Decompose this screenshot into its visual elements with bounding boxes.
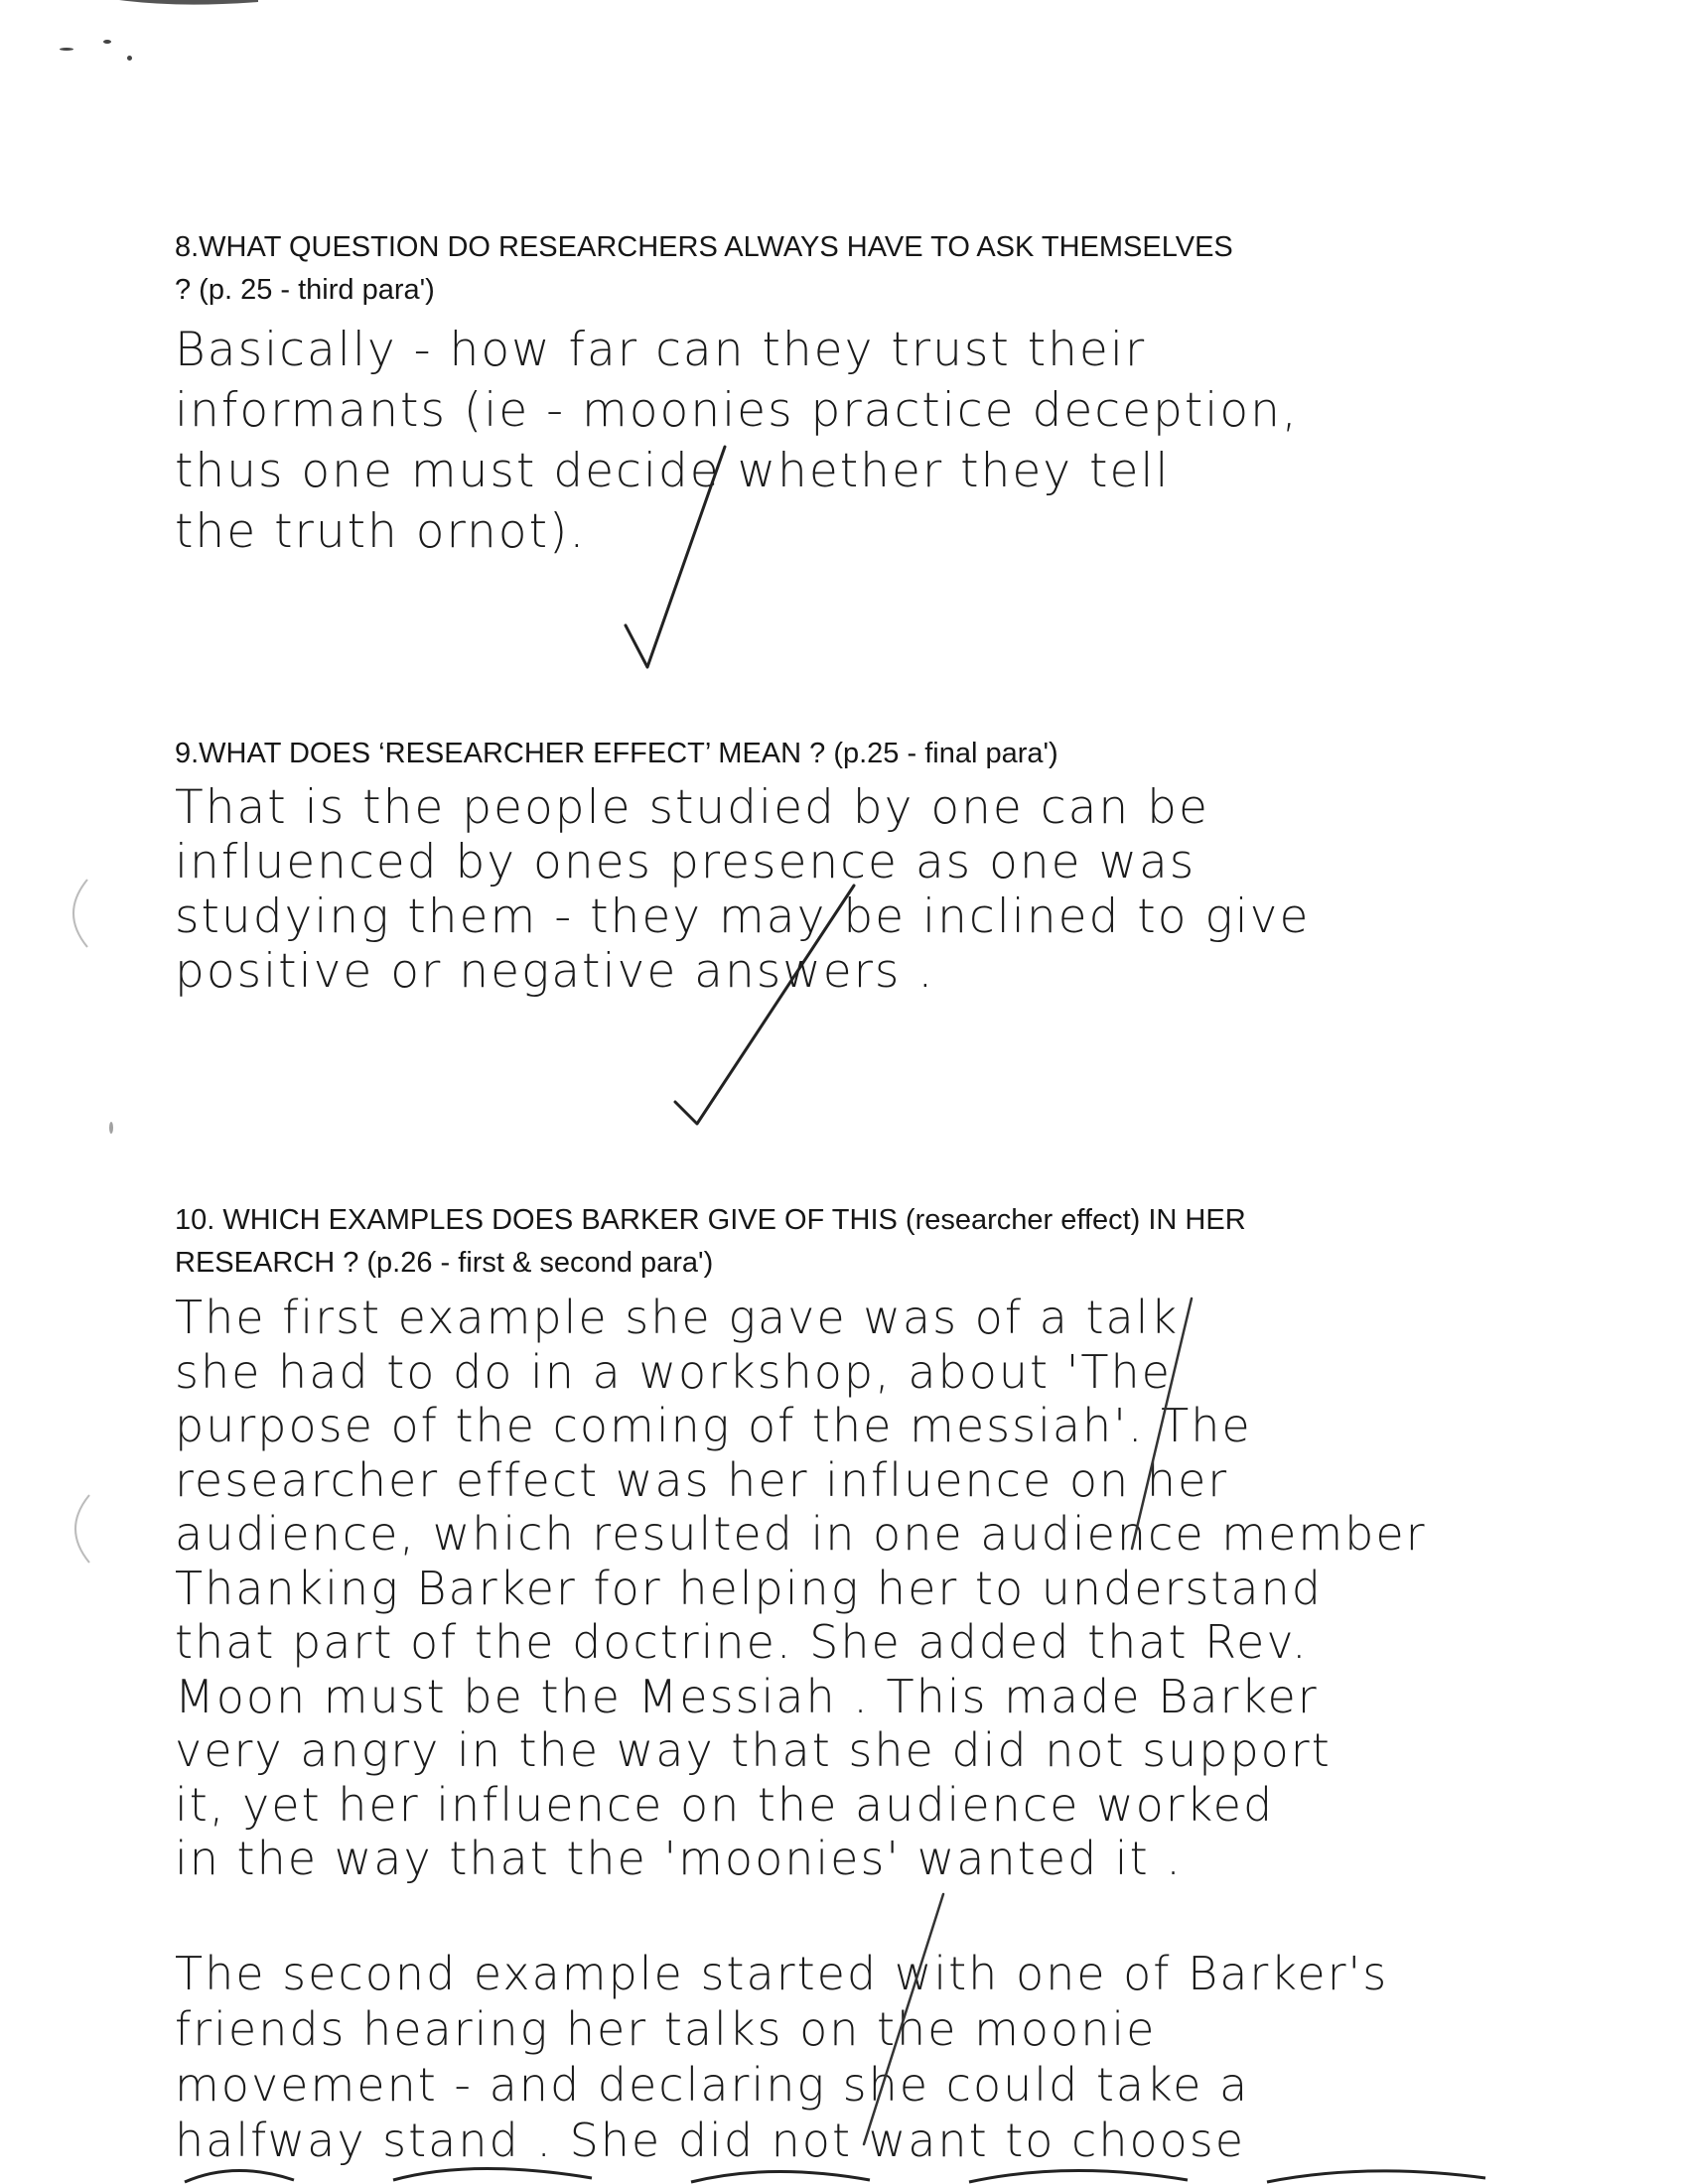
answer-line: influenced by ones presence as one was [175,835,1196,889]
answer-line: The first example she gave was of a talk [175,1291,1180,1344]
question-10-answer-second-example [175,1946,1605,2168]
answer-line: researcher effect was her influence on her [175,1452,1229,1507]
scan-speck [109,1122,113,1134]
question-8-prompt [175,226,1456,312]
question-10-answer [175,1291,1605,1886]
answer-line: friends hearing her talks on the moonie [175,2002,1157,2056]
answer-line: Thanking Barker for helping her to understand [175,1561,1323,1615]
answer-line: halfway stand . She did not want to choose [175,2114,1246,2167]
answer-line: Basically - how far can they trust their [175,323,1147,377]
scan-speck [103,40,111,44]
prompt-line: RESEARCH ? (p.26 - first & second para') [175,1247,714,1279]
scan-speck [60,48,73,51]
answer-line: it, yet her influence on the audience worked [175,1777,1275,1832]
answer-line: the truth ornot). [175,504,587,559]
answer-line: very angry in the way that she did not support [175,1723,1332,1777]
answer-line: studying them - they may be inclined to give [175,889,1311,944]
answer-line: in the way that the 'moonies' wanted it . [175,1832,1183,1885]
answer-line: audience, which resulted in one audience member [175,1507,1427,1561]
prompt-line: 10. WHICH EXAMPLES DOES BARKER GIVE OF THIS (researcher effect) IN HER [175,1204,1246,1236]
prompt-line: 9.WHAT DOES ‘RESEARCHER EFFECT’ MEAN ? (p.25 - final para') [175,738,1058,769]
prompt-line: 8.WHAT QUESTION DO RESEARCHERS ALWAYS HAVE TO ASK THEMSELVES [175,231,1233,263]
answer-line: thus one must decide whether they tell [175,444,1171,498]
hole-punch-shadow [40,874,119,953]
question-9-prompt [175,733,1456,775]
answer-line: that part of the doctrine. She added that Rev. [175,1615,1309,1669]
question-9-answer [175,780,1605,999]
answer-line: Moon must be the Messiah . This made Barker [175,1669,1319,1723]
hole-punch-shadow [40,1489,119,1569]
answer-line: The second example started with one of Barker's [175,1947,1389,2000]
scan-speck [127,56,132,61]
answer-line: movement - and declaring she could take a [175,2058,1250,2112]
top-edge-shadow [0,0,1688,20]
question-10-prompt [175,1199,1456,1285]
answer-line: positive or negative answers . [175,944,935,999]
answer-line: informants (ie - moonies practice deception, [175,383,1299,438]
answer-line: That is the people studied by one can be [175,780,1209,835]
prompt-line: ? (p. 25 - third para') [175,274,435,306]
answer-line: she had to do in a workshop, about 'The [175,1344,1172,1399]
answer-line: purpose of the coming of the messiah'. The [175,1399,1252,1452]
question-8-answer [175,320,1605,562]
